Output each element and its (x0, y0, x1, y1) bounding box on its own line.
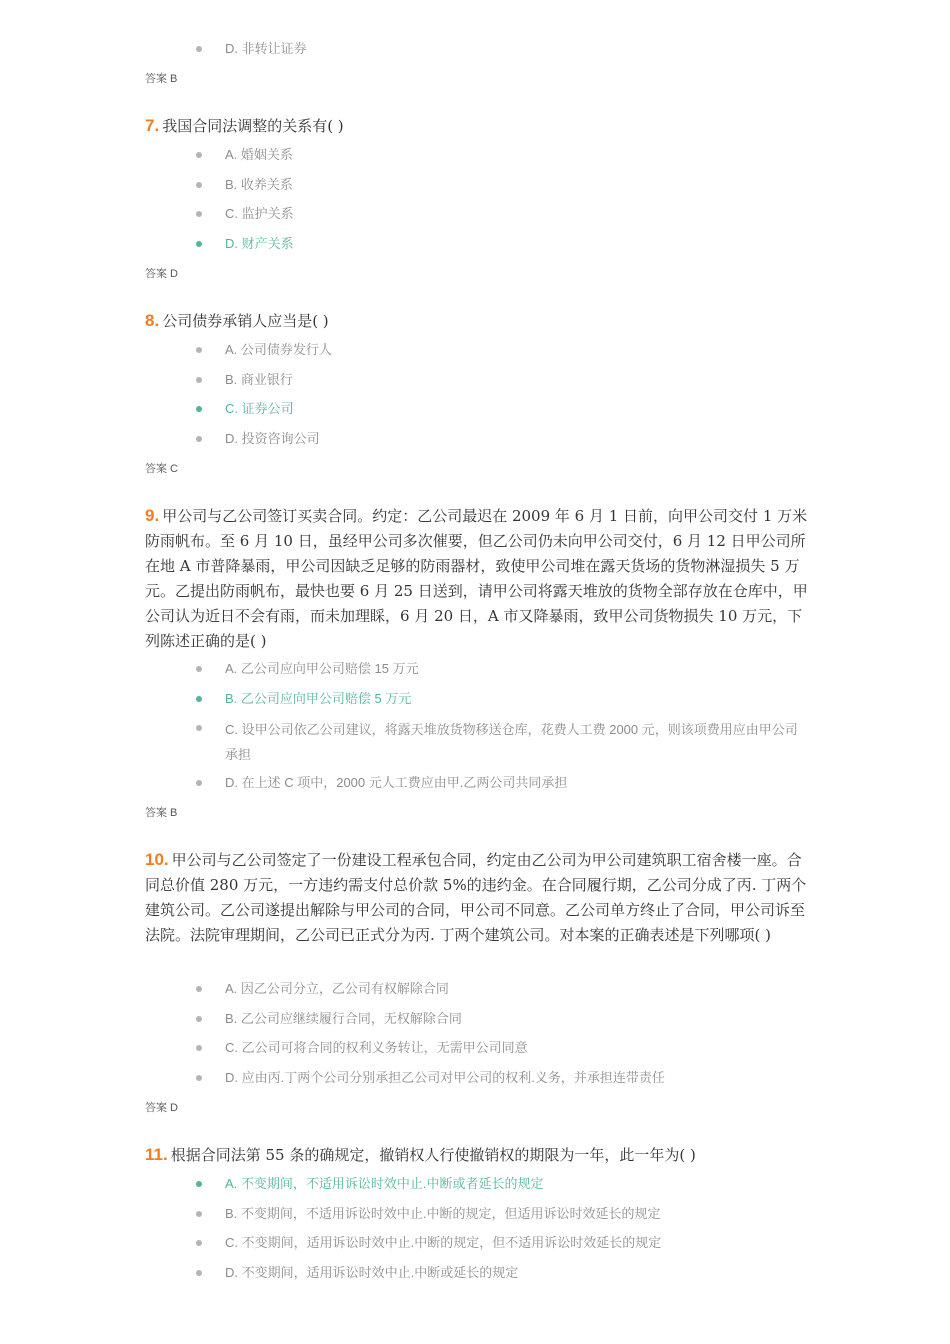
answer-q7: 答案 D (145, 268, 178, 280)
option-text: A. 婚姻关系 (225, 147, 293, 162)
option-text: C. 监护关系 (225, 206, 294, 221)
bullet-icon (196, 1240, 202, 1246)
option-text: B. 乙公司应继续履行合同，无权解除合同 (225, 1011, 462, 1026)
bullet-icon (196, 725, 202, 731)
option-text: A. 不变期间，不适用诉讼时效中止.中断或者延长的规定 (225, 1176, 544, 1191)
bullet-icon (196, 1075, 202, 1081)
bullet-icon (196, 241, 202, 247)
option-text: C. 不变期间，适用诉讼时效中止.中断的规定，但不适用诉讼时效延长的规定 (225, 1235, 662, 1250)
option-text: B. 收养关系 (225, 177, 293, 192)
bullet-icon (196, 377, 202, 383)
option-text: D. 不变期间，适用诉讼时效中止.中断或延长的规定 (225, 1265, 519, 1280)
option-text: D. 投资咨询公司 (225, 431, 320, 446)
option-text: D. 非转让证券 (225, 41, 307, 56)
bullet-icon (196, 1016, 202, 1022)
option-text: B. 商业银行 (225, 372, 293, 387)
option-text: D. 在上述 C 项中，2000 元人工费应由甲.乙两公司共同承担 (225, 775, 568, 790)
answer-q6: 答案 B (145, 73, 178, 85)
bullet-icon (196, 666, 202, 672)
bullet-icon (196, 986, 202, 992)
question-8 (145, 308, 810, 334)
option-text: D. 应由丙.丁两个公司分别承担乙公司对甲公司的权利.义务，并承担连带责任 (225, 1070, 665, 1085)
bullet-icon (196, 1211, 202, 1217)
bullet-icon (196, 211, 202, 217)
option-text: A. 因乙公司分立，乙公司有权解除合同 (225, 981, 449, 996)
bullet-icon (196, 406, 202, 412)
option-text: A. 公司债券发行人 (225, 342, 332, 357)
bullet-icon (196, 696, 202, 702)
question-text: 根据合同法第 55 条的确规定，撤销权人行使撤销权的期限为一年，此一年为( ) (170, 1146, 696, 1164)
option-text: D. 财产关系 (225, 236, 294, 251)
question-number: 9. (145, 506, 160, 525)
bullet-icon (196, 1270, 202, 1276)
question-text: 甲公司与乙公司签订买卖合同。约定：乙公司最迟在 2009 年 6 月 1 日前，向甲公司交付 1 万米防雨帆布。至 6 月 10 日，虽经甲公司多次催要，但乙公司仍未向甲公司交付，6 月 12 日甲公司所在地 A 市普降暴雨，甲公司因缺乏足够的防雨器材，致使甲公司堆在露天货场的货物淋湿损失 5 万元。乙提出防雨帆布，最快也要 6 月 25 日送到，请甲公司将露天堆放的货物全部存放在仓库中，甲公司认为近日不会有雨，而未加理睬，6 月 20 日，A 市又降暴雨，致甲公司货物损失 10 万元，下列陈述正确的是( ) (145, 507, 808, 650)
question-text: 我国合同法调整的关系有( ) (162, 117, 344, 135)
bullet-icon (196, 152, 202, 158)
bullet-icon (196, 780, 202, 786)
bullet-icon (196, 182, 202, 188)
option-text: C. 乙公司可将合同的权利义务转让，无需甲公司同意 (225, 1040, 528, 1055)
bullet-icon (196, 347, 202, 353)
question-text: 甲公司与乙公司签定了一份建设工程承包合同，约定由乙公司为甲公司建筑职工宿舍楼一座。合同总价值 280 万元，一方违约需支付总价款 5%的违约金。在合同履行期，乙公司分成了丙. 丁两个建筑公司。乙公司遂提出解除与甲公司的合同，甲公司不同意。乙公司单方终止了合同，甲公司诉至法院。法院审理期间，乙公司已正式分为丙. 丁两个建筑公司。对本案的正确表述是下列哪项( ) (145, 851, 807, 944)
question-11 (145, 1142, 810, 1168)
question-number: 11. (145, 1145, 168, 1164)
answer-q8: 答案 C (145, 463, 178, 475)
question-9 (145, 503, 810, 654)
answer-q9: 答案 B (145, 807, 178, 819)
question-number: 8. (145, 311, 160, 330)
bullet-icon (196, 436, 202, 442)
question-7 (145, 113, 810, 139)
question-10 (145, 847, 810, 948)
option-text: A. 乙公司应向甲公司赔偿 15 万元 (225, 661, 419, 676)
bullet-icon (196, 1181, 202, 1187)
option-text: C. 证券公司 (225, 401, 294, 416)
question-number: 10. (145, 850, 169, 869)
question-number: 7. (145, 116, 160, 135)
option-text: C. 设甲公司依乙公司建议，将露天堆放货物移送仓库，花费人工费 2000 元，则该项费用应由甲公司承担 (225, 722, 798, 762)
option-text: B. 乙公司应向甲公司赔偿 5 万元 (225, 691, 412, 706)
answer-q10: 答案 D (145, 1102, 178, 1114)
option-text: B. 不变期间，不适用诉讼时效中止.中断的规定，但适用诉讼时效延长的规定 (225, 1206, 661, 1221)
bullet-icon (196, 46, 202, 52)
question-text: 公司债券承销人应当是( ) (162, 312, 329, 330)
bullet-icon (196, 1045, 202, 1051)
